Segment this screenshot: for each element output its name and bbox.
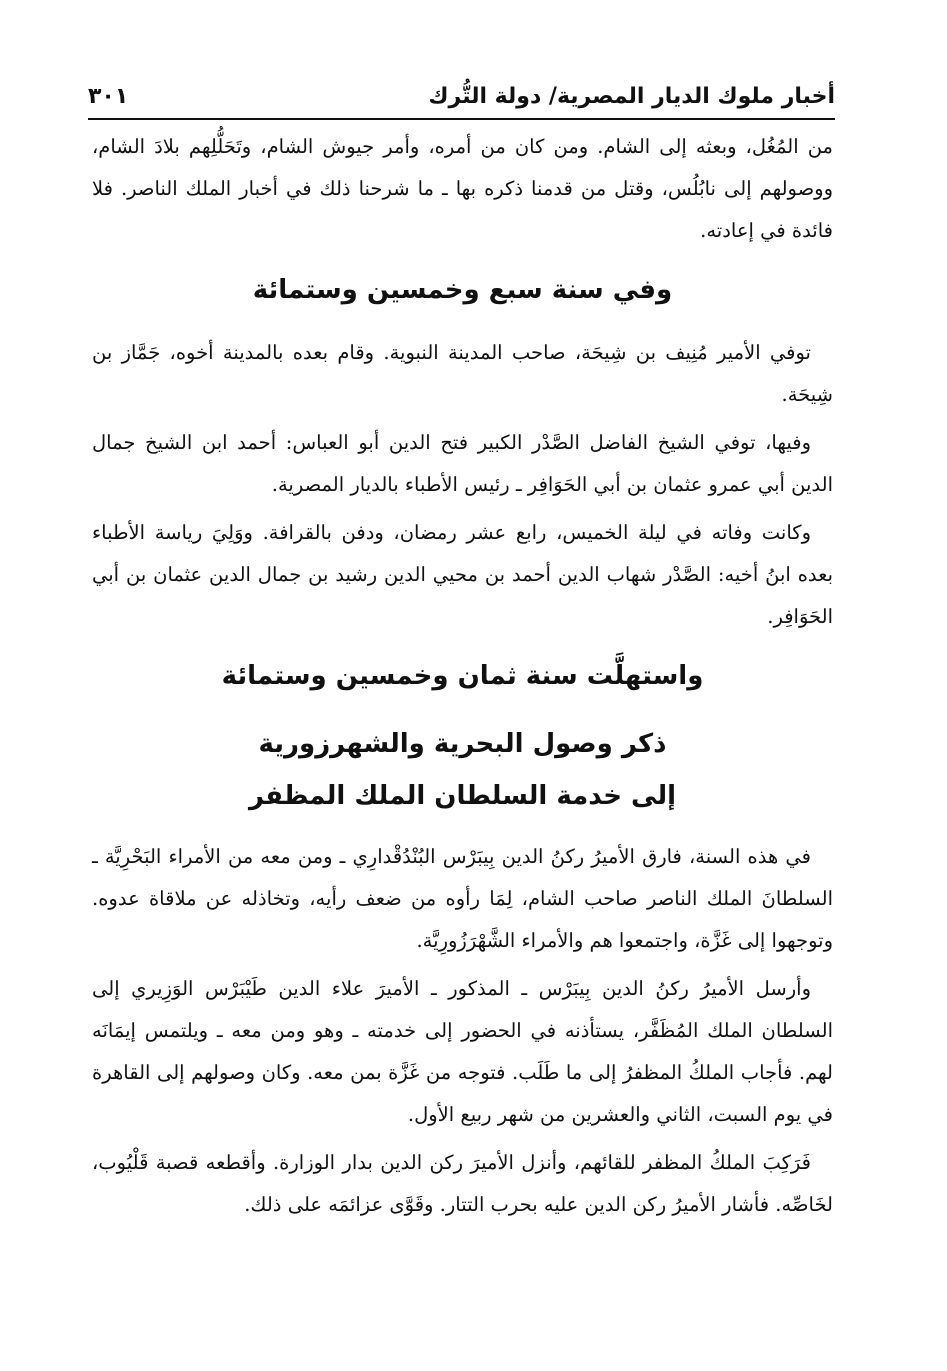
paragraph: فَرَكِبَ الملكُ المظفر للقائهم، وأنزل الأميرَ ركن الدين بدار الوزارة. وأقطعه قصبة قَلْيُوب، لخَاصِّه. فأشار الأميرُ ركن الدين عليه بحرب التتار. وقَوَّى عزائمَه على ذلك. bbox=[92, 1151, 833, 1216]
chapter-heading-line-2: إلى خدمة السلطان الملك المظفر bbox=[248, 781, 677, 811]
paragraph: وكانت وفاته في ليلة الخميس، رابع عشر رمضان، ودفن بالقرافة. ووَلِيَ رياسة الأطباء بعده ابنُ أخيه: الصَّدْر شهاب الدين أحمد بن محيي الدين رشيد بن جمال الدين عثمان بن أبي الحَوَافِر. bbox=[92, 521, 833, 628]
chapter-heading bbox=[92, 718, 833, 822]
paragraph: وأرسل الأميرُ ركنُ الدين بِيبَرْس ـ المذكور ـ الأميرَ علاء الدين طَيْبَرْس الوَزِيري إلى السلطان الملك المُظَفَّر، يستأذنه في الحضور إلى خدمته ـ وهو ومن معه ـ ويلتمس إيمَانَه لهم. فأجاب الملكُ المظفرُ إلى ما طَلَب. فتوجه من غَزَّة بمن معه. وكان وصولهم إلى القاهرة في يوم السبت، الثاني والعشرين من شهر ربيع الأول. bbox=[92, 977, 833, 1126]
running-title: أخبار ملوك الديار المصرية/ دولة التُّرك bbox=[428, 83, 835, 109]
chapter-heading-line-1: ذكر وصول البحرية والشهرزورية bbox=[258, 729, 667, 759]
section-heading-year-657: وفي سنة سبع وخمسين وستمائة bbox=[252, 275, 673, 305]
paragraph: وفيها، توفي الشيخ الفاضل الصَّدْر الكبير فتح الدين أبو العباس: أحمد ابن الشيخ جمال الدين أبي عمرو عثمان بن أبي الحَوَافِر ـ رئيس الأطباء بالديار المصرية. bbox=[92, 431, 833, 496]
page-body bbox=[92, 126, 833, 1232]
header-rule bbox=[88, 118, 835, 120]
section-heading-year-658: واستهلَّت سنة ثمان وخمسين وستمائة bbox=[221, 661, 704, 691]
paragraph: توفي الأمير مُنِيف بن شِيحَة، صاحب المدينة النبوية. وقام بعده بالمدينة أخوه، جَمَّاز بن شِيحَة. bbox=[92, 341, 833, 406]
running-header bbox=[88, 76, 835, 116]
page-number: ٣٠١ bbox=[88, 83, 129, 109]
paragraph-continuation: من المُغُل، وبعثه إلى الشام. ومن كان من أمره، وأمر جيوش الشام، وتَحَلُّلِهم بلادَ الشام، ووصولهم إلى نابُلُس، وقتل من قدمنا ذكره بها ـ ما شرحنا ذلك في أخبار الملك الناصر. فلا فائدة في إعادته. bbox=[92, 135, 833, 242]
paragraph: في هذه السنة، فارق الأميرُ ركنُ الدين بِيبَرْس البُنْدُقْدارِي ـ ومن معه من الأمراء البَحْرِيَّة ـ السلطانَ الملك الناصر صاحب الشام، لِمَا رأوه من ضعف رأيه، وتخاذله عن ملاقاة عدوه. وتوجهوا إلى غَزَّة، واجتمعوا هم والأمراء الشَّهْرَزُورِيَّة. bbox=[92, 845, 833, 952]
